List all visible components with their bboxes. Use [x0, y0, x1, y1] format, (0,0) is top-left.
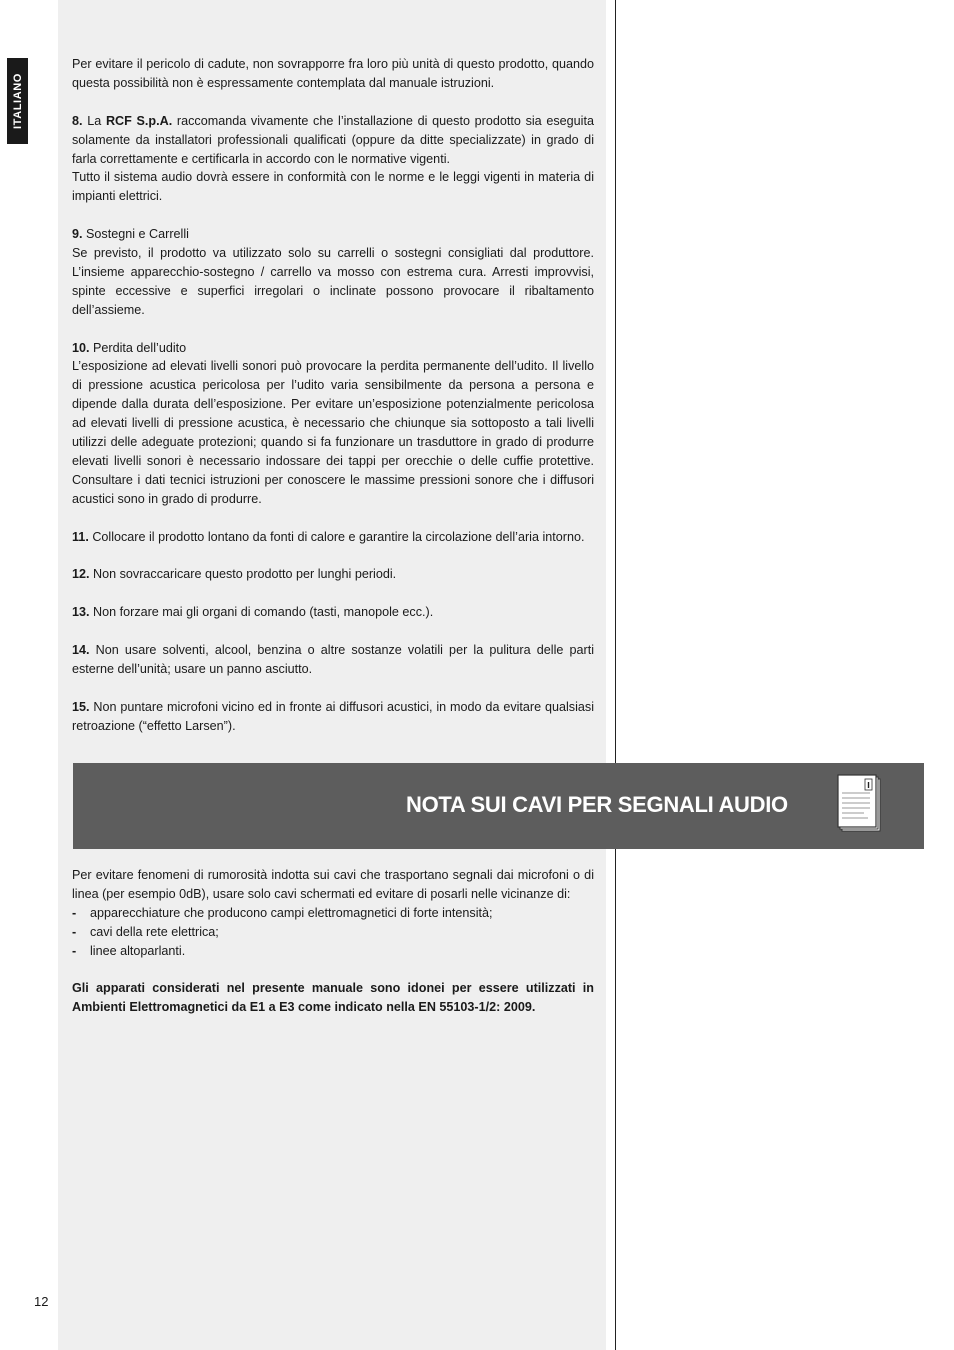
manual-icon [834, 773, 884, 839]
item-8-continued: Tutto il sistema audio dovrà essere in conformità con le norme e le leggi vigenti in materia di impianti elettrici. [72, 170, 594, 204]
language-tab [7, 58, 28, 144]
item-9-text: Se previsto, il prodotto va utilizzato solo su carrelli o sostegni consigliati dal produttore. L’insieme apparecchio-sostegno / carrello va mosso con estrema cura. Arresti improvvisi, spinte eccessive e superfici irregolari o inclinate possono provocare il ribaltamento dell’assieme. [72, 246, 594, 317]
item-8: 8. La RCF S.p.A. raccomanda vivamente che l’installazione di questo prodotto sia eseguita solamente da installatori professionali qualificati (oppure da ditte specializzate) in grado di farla correttamente e certificarla in accordo con le normative vigenti. [72, 113, 594, 166]
item-10-text: L’esposizione ad elevati livelli sonori può provocare la perdita permanente dell’udito. Il livello di pressione acustica pericolosa per l’udito varia sensibilmente da persona a persona e dipende dalla durata dell’esposizione. Per evitare un’esposizione potenzialmente pericolosa ad elevati livelli di pressione acustica, è necessario che chiunque sia sottoposto a tali livelli utilizzi delle adeguate protezioni; quando si fa funzionare un trasduttore in grado di produrre elevati livelli sonori è necessario indossare dei tappi per orecchie o delle cuffie protettive. Consultare i dati tecnici istruzioni per conoscere le massime pressioni sonore che i diffusori acustici sono in grado di produrre. [72, 359, 594, 506]
emc-compliance-note: Gli apparati considerati nel presente manuale sono idonei per essere utilizzati in Ambienti Elettromagnetici da E1 a E3 come indicato nella EN 55103-1/2: 2009. [72, 981, 594, 1015]
item-12: 12. Non sovraccaricare questo prodotto per lunghi periodi. [72, 567, 397, 582]
language-tab-label: ITALIANO [11, 73, 24, 129]
item-13: 13. Non forzare mai gli organi di comando (tasti, manopole ecc.). [72, 605, 434, 620]
section-title: NOTA SUI CAVI PER SEGNALI AUDIO [406, 792, 788, 817]
cables-intro: Per evitare fenomeni di rumorosità indotta sui cavi che trasportano segnali dai microfoni o di linea (per esempio 0dB), usare solo cavi schermati ed evitare di posarli nelle vicinanze di: [72, 868, 594, 901]
page-number: 12 [34, 1294, 49, 1309]
list-item: - linee altoparlanti. [72, 942, 594, 961]
item-10-heading: 10. Perdita dell’udito [72, 340, 187, 355]
column-divider [615, 0, 616, 1350]
safety-instructions [72, 55, 594, 736]
item-9-heading: 9. Sostegni e Carrelli [72, 227, 189, 242]
section-banner [73, 763, 924, 849]
list-item: - cavi della rete elettrica; [72, 923, 594, 942]
item-11: 11. Collocare il prodotto lontano da fonti di calore e garantire la circolazione dell’aria intorno. [72, 529, 585, 544]
list-item: - apparecchiature che producono campi elettromagnetici di forte intensità; [72, 904, 594, 923]
audio-cables-note [72, 866, 594, 1017]
company-name: RCF S.p.A. [105, 113, 173, 128]
item-15: 15. Non puntare microfoni vicino ed in fronte ai diffusori acustici, in modo da evitare qualsiasi retroazione (“effetto Larsen”). [72, 699, 594, 733]
interference-sources-list [72, 904, 594, 961]
item-14: 14. Non usare solventi, alcool, benzina o altre sostanze volatili per la pulitura delle parti esterne dell’unità; usare un panno asciutto. [72, 642, 594, 676]
stacking-warning: Per evitare il pericolo di cadute, non sovrapporre fra loro più unità di questo prodotto, quando questa possibilità non è espressamente contemplata dal manuale istruzioni. [72, 57, 594, 90]
